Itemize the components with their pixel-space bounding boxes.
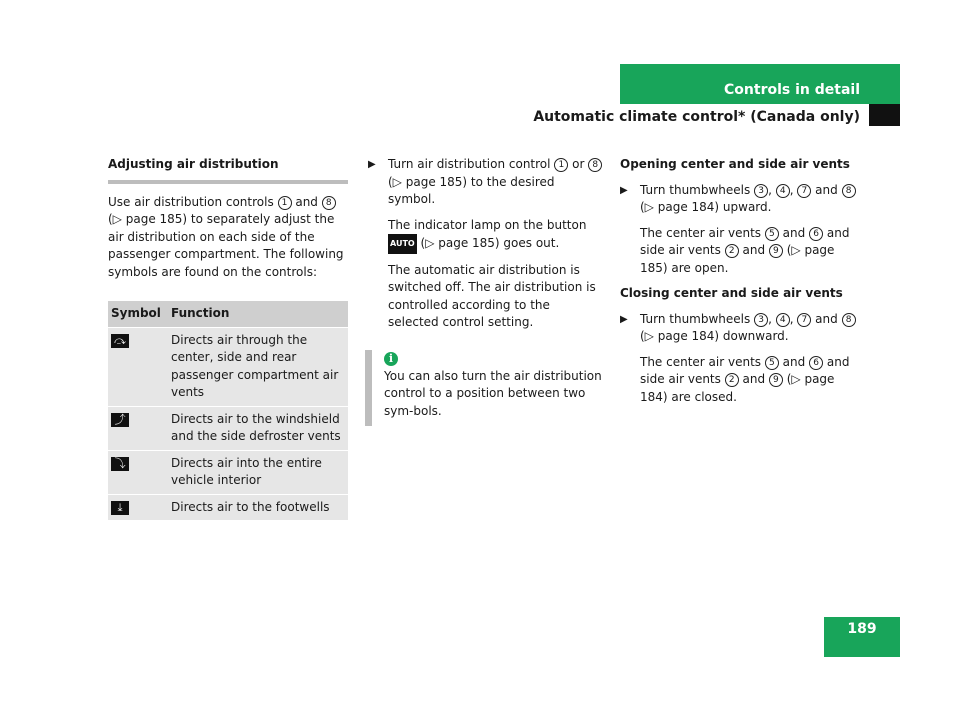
close-vents-heading: Closing center and side air vents [620, 286, 843, 300]
indicator-paragraph: The indicator lamp on the button AUTO (▷ page 185) goes out. [368, 217, 604, 254]
info-note [368, 350, 604, 421]
info-icon: i [384, 352, 398, 366]
open-result-paragraph: The center air vents 5 and 6 and side air vents 2 and 9 (▷ page 185) are open. [640, 225, 850, 275]
callout-number: 1 [554, 158, 568, 172]
instruction-step: ▶ Turn thumbwheels 3 , 4 , 7 and 8 (▷ page 184) upward. [620, 182, 860, 217]
bullet-arrow-icon: ▶ [620, 184, 628, 196]
air-windshield-icon: ⤴ [111, 413, 129, 427]
function-text: Directs air to the windshield and the side defroster vents [168, 406, 348, 450]
table-row [108, 494, 348, 520]
bullet-arrow-icon: ▶ [368, 159, 376, 170]
air-footwells-icon: ⤓ [111, 501, 129, 515]
bullet-arrow-icon: ▶ [620, 313, 628, 325]
callout-number: 8 [588, 158, 602, 172]
open-vents-heading: Opening center and side air vents [620, 157, 850, 171]
section-title: Automatic climate control* (Canada only) [533, 109, 860, 125]
instruction-step: ▶ Turn thumbwheels 3 , 4 , 7 and 8 (▷ page 184) downward. [620, 311, 860, 346]
note-text: You can also turn the air distribution control to a position between two sym-bols. [384, 368, 602, 418]
header-black-tab [869, 104, 900, 126]
auto-paragraph: The automatic air distribution is switched off. The air distribution is controlled according to the selected control setting. [388, 262, 596, 329]
auto-button-icon: AUTO [388, 234, 417, 254]
air-entire-interior-icon: ⤵ [111, 457, 129, 471]
intro-paragraph: Use air distribution controls 1 and 8 (▷ page 185) to separately adjust the air distribution on each side of the passenger compartment. The following symbols are found on the controls: [108, 194, 344, 279]
function-text: Directs air to the footwells [168, 494, 348, 520]
col-header-function: Function [168, 301, 348, 327]
col-header-symbol: Symbol [108, 301, 168, 327]
page-number: 189 [824, 617, 900, 657]
function-text: Directs air into the entire vehicle interior [168, 450, 348, 494]
column-middle [368, 156, 604, 420]
air-center-side-rear-icon: ⤼ [111, 334, 129, 348]
symbol-table [108, 301, 348, 520]
callout-number: 8 [322, 196, 336, 210]
close-result-paragraph: The center air vents 5 and 6 and side air vents 2 and 9 (▷ page 184) are closed. [640, 354, 850, 404]
heading-rule [108, 180, 348, 184]
chapter-header [620, 64, 900, 104]
table-row [108, 327, 348, 406]
note-bar [365, 350, 372, 426]
section-heading: Adjusting air distribution [108, 157, 279, 171]
chapter-title: Controls in detail [724, 82, 860, 98]
column-left [108, 156, 348, 520]
function-text: Directs air through the center, side and rear passenger compartment air vents [168, 327, 348, 406]
column-right [620, 156, 860, 414]
callout-number: 1 [278, 196, 292, 210]
instruction-step: ▶ Turn air distribution control 1 or 8 (▷ page 185) to the desired symbol. [368, 156, 604, 209]
table-header-row [108, 301, 348, 327]
table-row [108, 450, 348, 494]
table-row [108, 406, 348, 450]
